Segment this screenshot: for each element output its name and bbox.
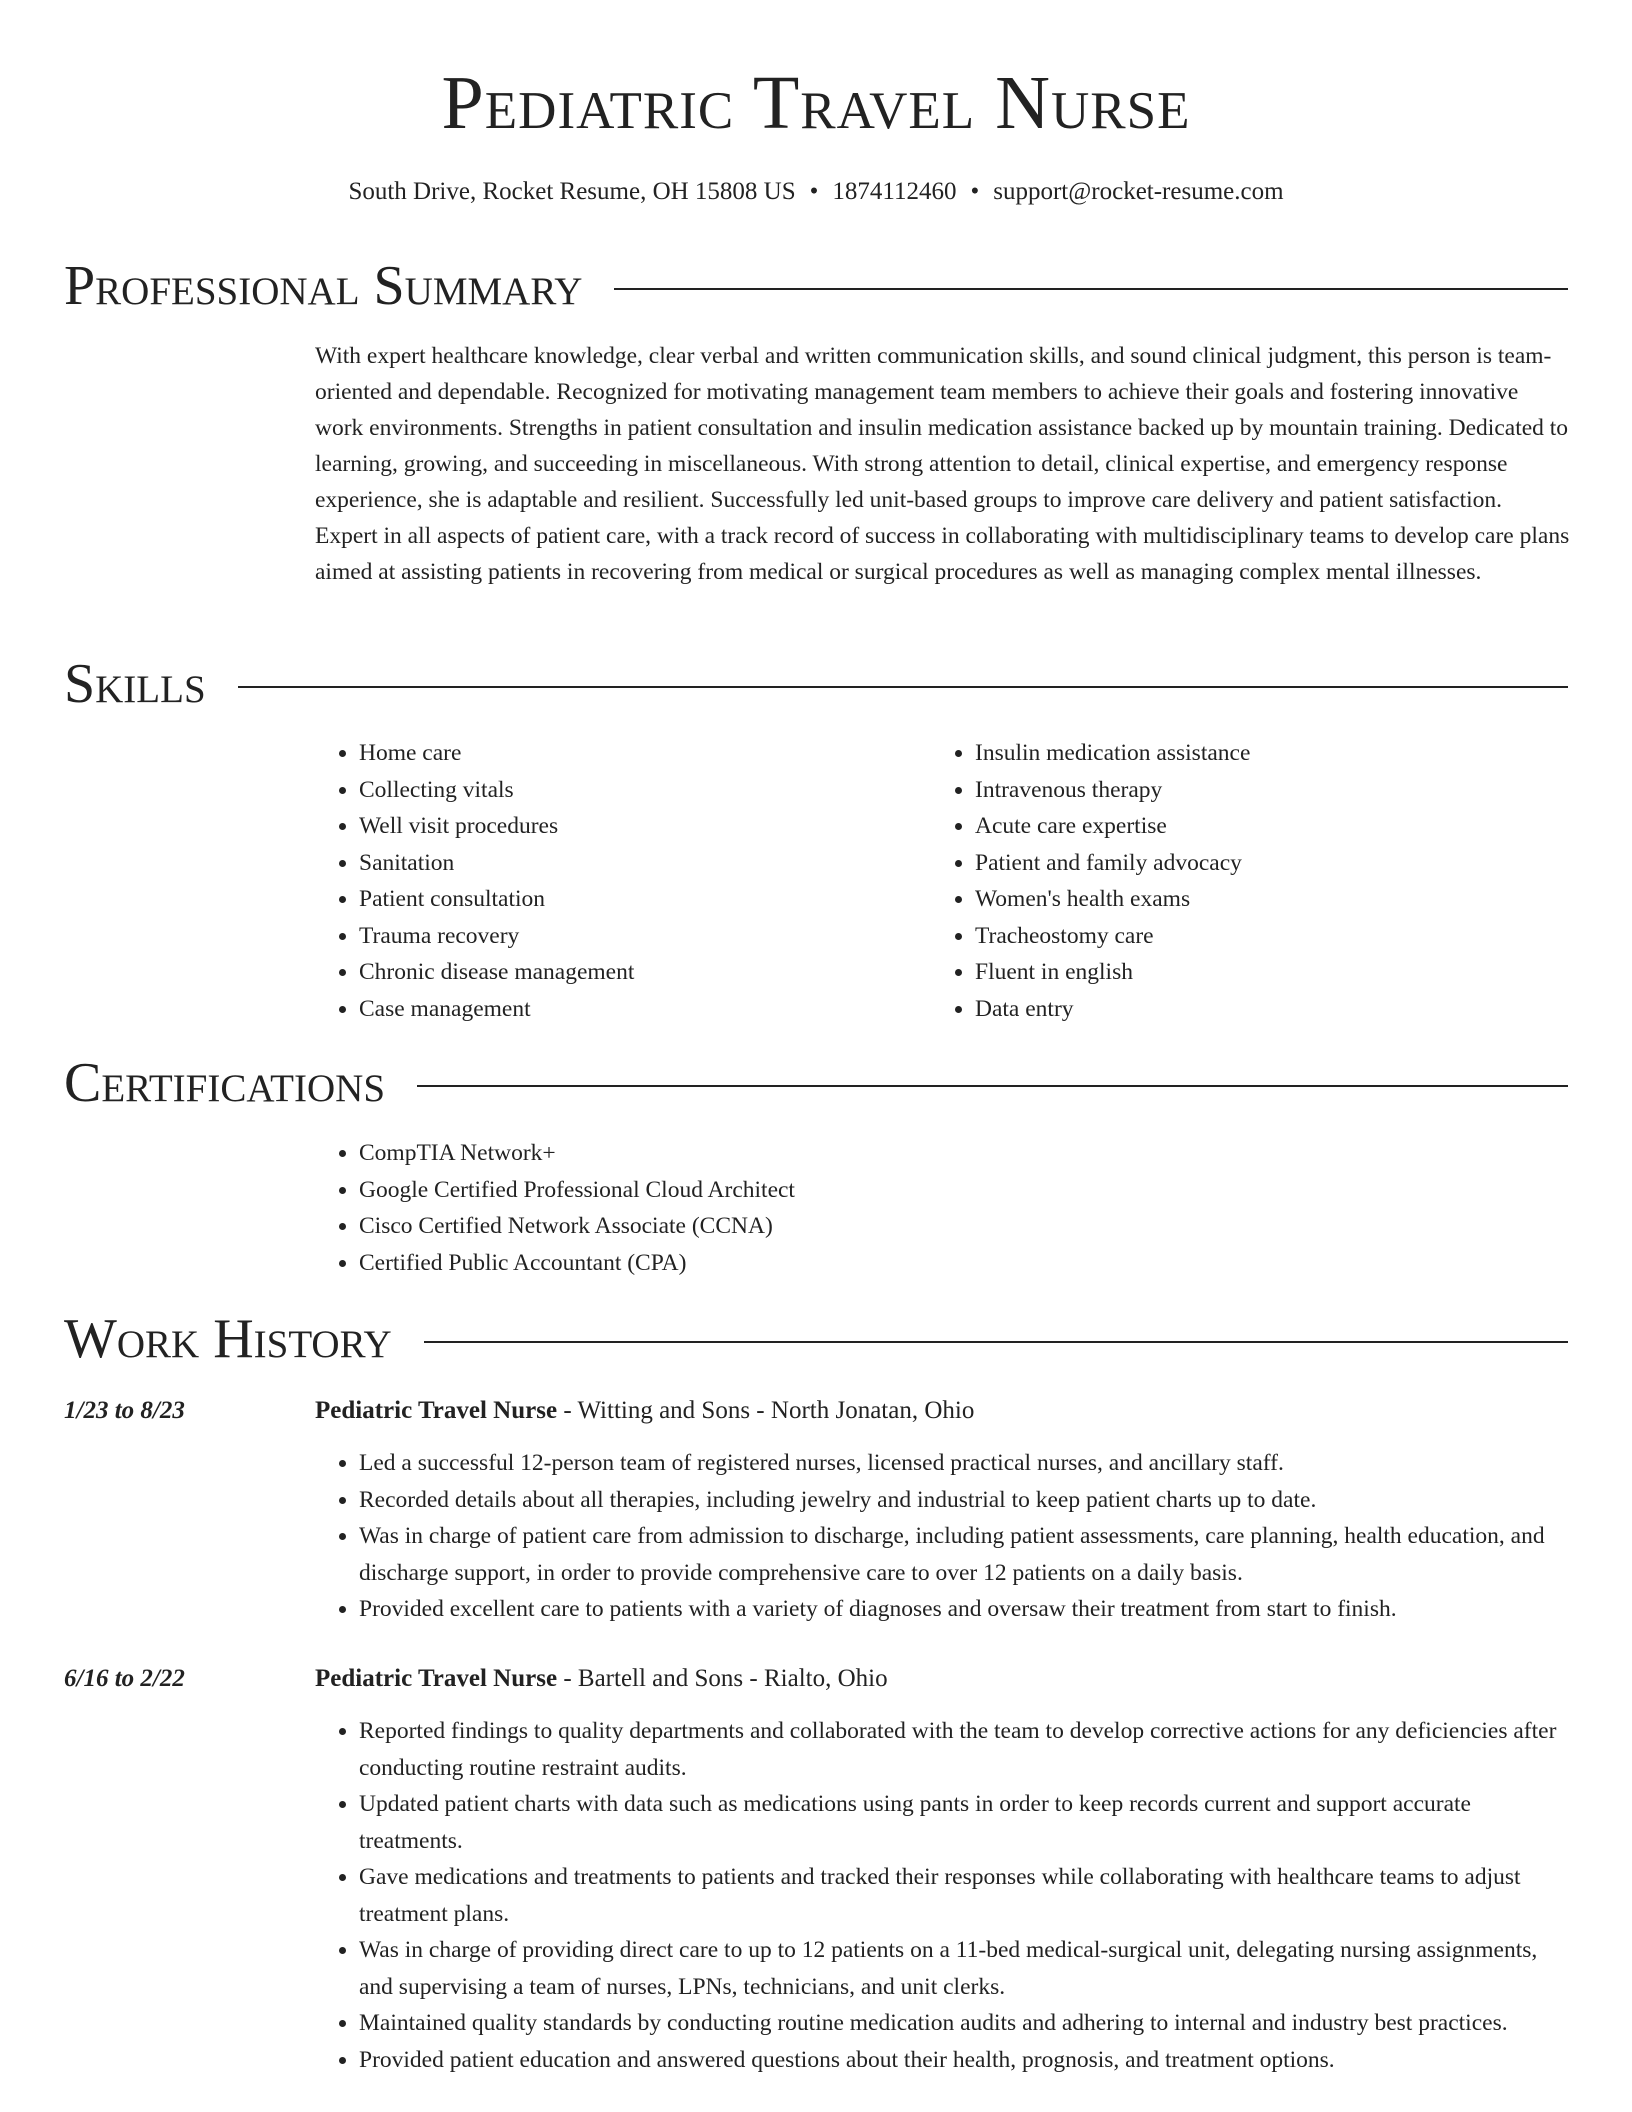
certification-item: • CompTIA Network+ [359,1135,1315,1172]
skills-list-left [315,735,915,1027]
job-duty-item: • Gave medications and treatments to patients and tracked their responses while collaborating with healthcare teams to adjust treatment plans. [359,1859,1571,1932]
job-dates: 6/16 to 2/22 [64,1665,185,1692]
skill-item: • Intravenous therapy [975,772,1571,809]
job-duty-item: • Reported findings to quality departments and collaborated with the team to develop corrective actions for any deficiencies after conducting routine restraint audits. [359,1713,1571,1786]
skill-item: • Well visit procedures [359,808,915,845]
job-company-location: - Witting and Sons - North Jonatan, Ohio [557,1397,975,1424]
skill-item: • Home care [359,735,915,772]
job-duty-item: • Was in charge of providing direct care to up to 12 patients on a 11-bed medical-surgical unit, delegating nursing assignments, and supervising a team of nurses, LPNs, technicians, and unit clerks. [359,1932,1571,2005]
job-heading [315,1661,888,1697]
skill-item: • Sanitation [359,845,915,882]
skill-item: • Women's health exams [975,881,1571,918]
job-duties-list [315,1713,1571,2078]
certifications-list [315,1135,1315,1281]
job-dates: 1/23 to 8/23 [64,1397,185,1424]
job-duty-item: • Maintained quality standards by conducting routine medication audits and adhering to internal and industry best practices. [359,2005,1571,2042]
skills-column-left [315,735,915,1027]
skill-item: • Fluent in english [975,954,1571,991]
job-duty-item: • Provided excellent care to patients with a variety of diagnoses and oversaw their treatment from start to finish. [359,1591,1571,1628]
job-role: Pediatric Travel Nurse [315,1397,558,1424]
section-divider [614,288,1568,290]
contact-email: support@rocket-resume.com [993,178,1284,205]
job-duties [315,1445,1571,1628]
skill-item: • Acute care expertise [975,808,1571,845]
contact-phone: 1874112460 [832,178,957,205]
section-title-work-history: Work History [64,1308,392,1370]
skill-item: • Tracheostomy care [975,918,1571,955]
section-header-summary [64,253,1568,319]
contact-separator: • [809,178,819,205]
section-title-skills: Skills [64,653,206,715]
skill-item: • Insulin medication assistance [975,735,1571,772]
summary-text: With expert healthcare knowledge, clear verbal and written communication skills, and sound clinical judgment, this person is team-oriented and dependable. Recognized for motivating management team members to achieve their goals and fostering innovative work environments. Strengths in patient consultation and insulin medication assistance backed up by mountain training. Dedicated to learning, growing, and succeeding in miscellaneous. With strong attention to detail, clinical expertise, and emergency response experience, she is adaptable and resilient. Successfully led unit-based groups to improve care delivery and patient satisfaction. Expert in all aspects of patient care, with a track record of success in collaborating with multidisciplinary teams to develop care plans aimed at assisting patients in recovering from medical or surgical procedures as well as managing complex mental illnesses. [315,343,1570,585]
skill-item: • Case management [359,991,915,1028]
contact-separator: • [970,178,980,205]
skills-list-right [931,735,1571,1027]
skill-item: • Patient and family advocacy [975,845,1571,882]
section-divider [238,686,1568,688]
section-header-skills [64,651,1568,717]
section-header-work-history [64,1306,1568,1372]
job-duty-item: • Recorded details about all therapies, including jewelry and industrial to keep patient charts up to date. [359,1482,1571,1519]
section-divider [424,1341,1568,1343]
skills-column-right [931,735,1571,1027]
certification-item: • Certified Public Accountant (CPA) [359,1245,1315,1282]
skill-item: • Trauma recovery [359,918,915,955]
section-divider [417,1085,1568,1087]
section-title-summary: Professional Summary [64,255,583,317]
candidate-name: Pediatric Travel Nurse [441,61,1191,145]
skill-item: • Chronic disease management [359,954,915,991]
contact-address: South Drive, Rocket Resume, OH 15808 US [348,178,796,205]
certifications-block [315,1135,1315,1281]
job-role: Pediatric Travel Nurse [315,1665,558,1692]
section-title-certifications: Certifications [64,1052,386,1114]
contact-line [0,174,1632,210]
skill-item: • Data entry [975,991,1571,1028]
certification-item: • Cisco Certified Network Associate (CCNA) [359,1208,1315,1245]
job-duties [315,1713,1571,2078]
section-header-certifications [64,1050,1568,1116]
job-duty-item: • Was in charge of patient care from admission to discharge, including patient assessments, care planning, health education, and discharge support, in order to provide comprehensive care to over 12 patients on a daily basis. [359,1518,1571,1591]
job-duty-item: • Updated patient charts with data such as medications using pants in order to keep records current and support accurate treatments. [359,1786,1571,1859]
job-heading [315,1393,974,1429]
certification-item: • Google Certified Professional Cloud Architect [359,1172,1315,1209]
skill-item: • Collecting vitals [359,772,915,809]
job-duty-item: • Led a successful 12-person team of registered nurses, licensed practical nurses, and ancillary staff. [359,1445,1571,1482]
job-duties-list [315,1445,1571,1628]
job-company-location: - Bartell and Sons - Rialto, Ohio [557,1665,888,1692]
job-duty-item: • Provided patient education and answered questions about their health, prognosis, and treatment options. [359,2042,1571,2079]
skill-item: • Patient consultation [359,881,915,918]
